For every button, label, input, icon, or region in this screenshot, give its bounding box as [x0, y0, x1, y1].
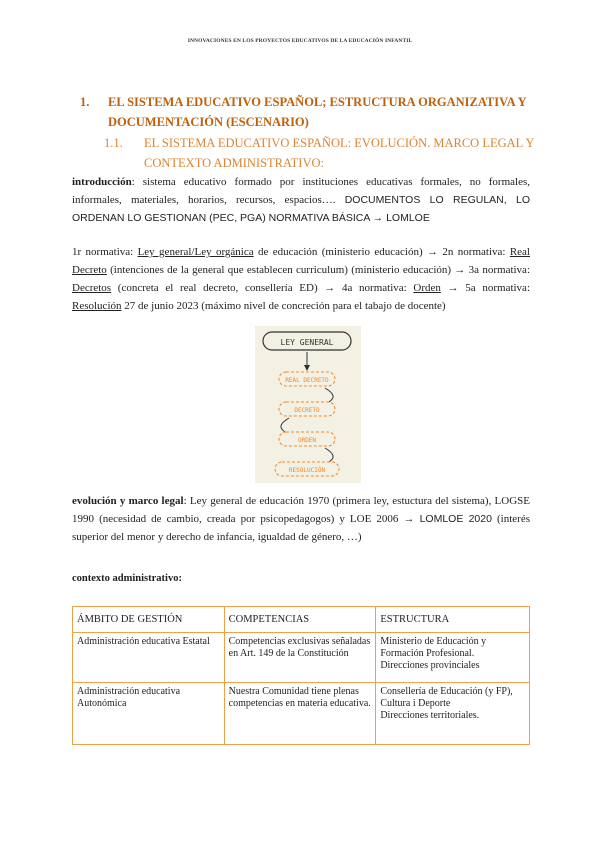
intro-emphasis: DOCUMENTOS LO REGULAN, LO ORDENAN LO GESTIONAN (PEC, PGA) NORMATIVA BÁSICA → LOMLOE: [72, 194, 530, 224]
decretos-text: Decretos: [72, 282, 112, 294]
evolucion-text: : Ley general de educación 1970 (primera ley, estuctura del sistema), LOGSE 1990 (necesidad de cambio, creada por psicopedagogos) y LOE 2006 →: [72, 495, 531, 525]
resolucion-text: Resolución: [72, 300, 122, 312]
section-1-1-heading: [104, 133, 540, 173]
normativa-text: (intenciones de la general que establecen curriculum) (ministerio educación) → 3a normativa:: [106, 264, 530, 276]
running-header: INNOVACIONES EN LOS PROYECTOS EDUCATIVOS DE LA EDUCACIÓN INFANTIL: [187, 38, 413, 44]
orden-text: Orden: [413, 282, 441, 294]
real-decreto-text: Real Decreto: [72, 246, 530, 276]
diagram-item-label: ORDEN: [297, 437, 317, 444]
normativa-text: 27 de junio 2023 (máximo nivel de concreción para el tabajo de docente): [121, 300, 446, 312]
section-1-title: EL SISTEMA EDUCATIVO ESPAÑOL; ESTRUCTURA ORGANIZATIVA Y DOCUMENTACIÓN (ESCENARIO): [108, 95, 527, 129]
ley-general-link-text: Ley general/Ley orgánica: [137, 246, 254, 258]
evolucion-tail: (interés superior del menor y derecho de infancia, igualdad de género, …): [72, 513, 530, 543]
table-cell: Administración educativa Estatal: [73, 633, 225, 683]
table-header-row: [73, 607, 530, 633]
intro-text: : sistema educativo formado por instituciones educativas formales, no formales, informales, materiales, horarios, recursos, espacios….: [72, 176, 530, 206]
ambito-gestion-table: [72, 606, 530, 745]
table-cell: Consellería de Educación (y FP), Cultura i Deporte Direcciones territoriales.: [376, 683, 530, 745]
table-header-cell: COMPETENCIAS: [224, 607, 376, 633]
normativa-paragraph: [72, 243, 530, 315]
table-header-cell: ESTRUCTURA: [376, 607, 530, 633]
hierarchy-sketch: [255, 326, 361, 483]
evolucion-label: evolución y marco legal: [72, 495, 184, 507]
table-cell: Competencias exclusivas señaladas en Art. 149 de la Constitución: [224, 633, 376, 683]
diagram-top-label: LEY GENERAL: [280, 338, 334, 347]
evolucion-paragraph: [72, 492, 530, 546]
normativa-text: → 5a normativa:: [440, 282, 530, 294]
section-1-1-title: EL SISTEMA EDUCATIVO ESPAÑOL: EVOLUCIÓN. MARCO LEGAL Y CONTEXTO ADMINISTRATIVO:: [144, 136, 535, 170]
table-row: [73, 683, 530, 745]
table-cell: Administración educativa Autonómica: [73, 683, 225, 745]
normativa-hierarchy-diagram: [255, 326, 361, 483]
contexto-label: contexto administrativo:: [72, 573, 182, 584]
diagram-item-label: REAL DECRETO: [285, 377, 329, 384]
evolucion-emphasis: LOMLOE 2020: [419, 513, 492, 525]
diagram-item-label: DECRETO: [294, 407, 320, 414]
normativa-text: de educación (ministerio educación) → 2n normativa:: [253, 246, 510, 258]
section-1-number: 1.: [80, 95, 90, 109]
normativa-text: 1r normativa:: [72, 246, 138, 258]
table-header-cell: ÁMBITO DE GESTIÓN: [73, 607, 225, 633]
section-1-1-number: 1.1.: [104, 136, 123, 150]
section-1-heading: [80, 92, 540, 132]
intro-label: introducción: [72, 176, 132, 188]
table-cell: Nuestra Comunidad tiene plenas competencias en materia educativa.: [224, 683, 376, 745]
intro-paragraph: [72, 173, 530, 227]
normativa-text: (concreta el real decreto, consellería ED) → 4a normativa:: [111, 282, 414, 294]
table-cell: Ministerio de Educación y Formación Profesional. Direcciones provinciales: [376, 633, 530, 683]
diagram-item-label: RESOLUCIÓN: [288, 467, 326, 474]
table-row: [73, 633, 530, 683]
